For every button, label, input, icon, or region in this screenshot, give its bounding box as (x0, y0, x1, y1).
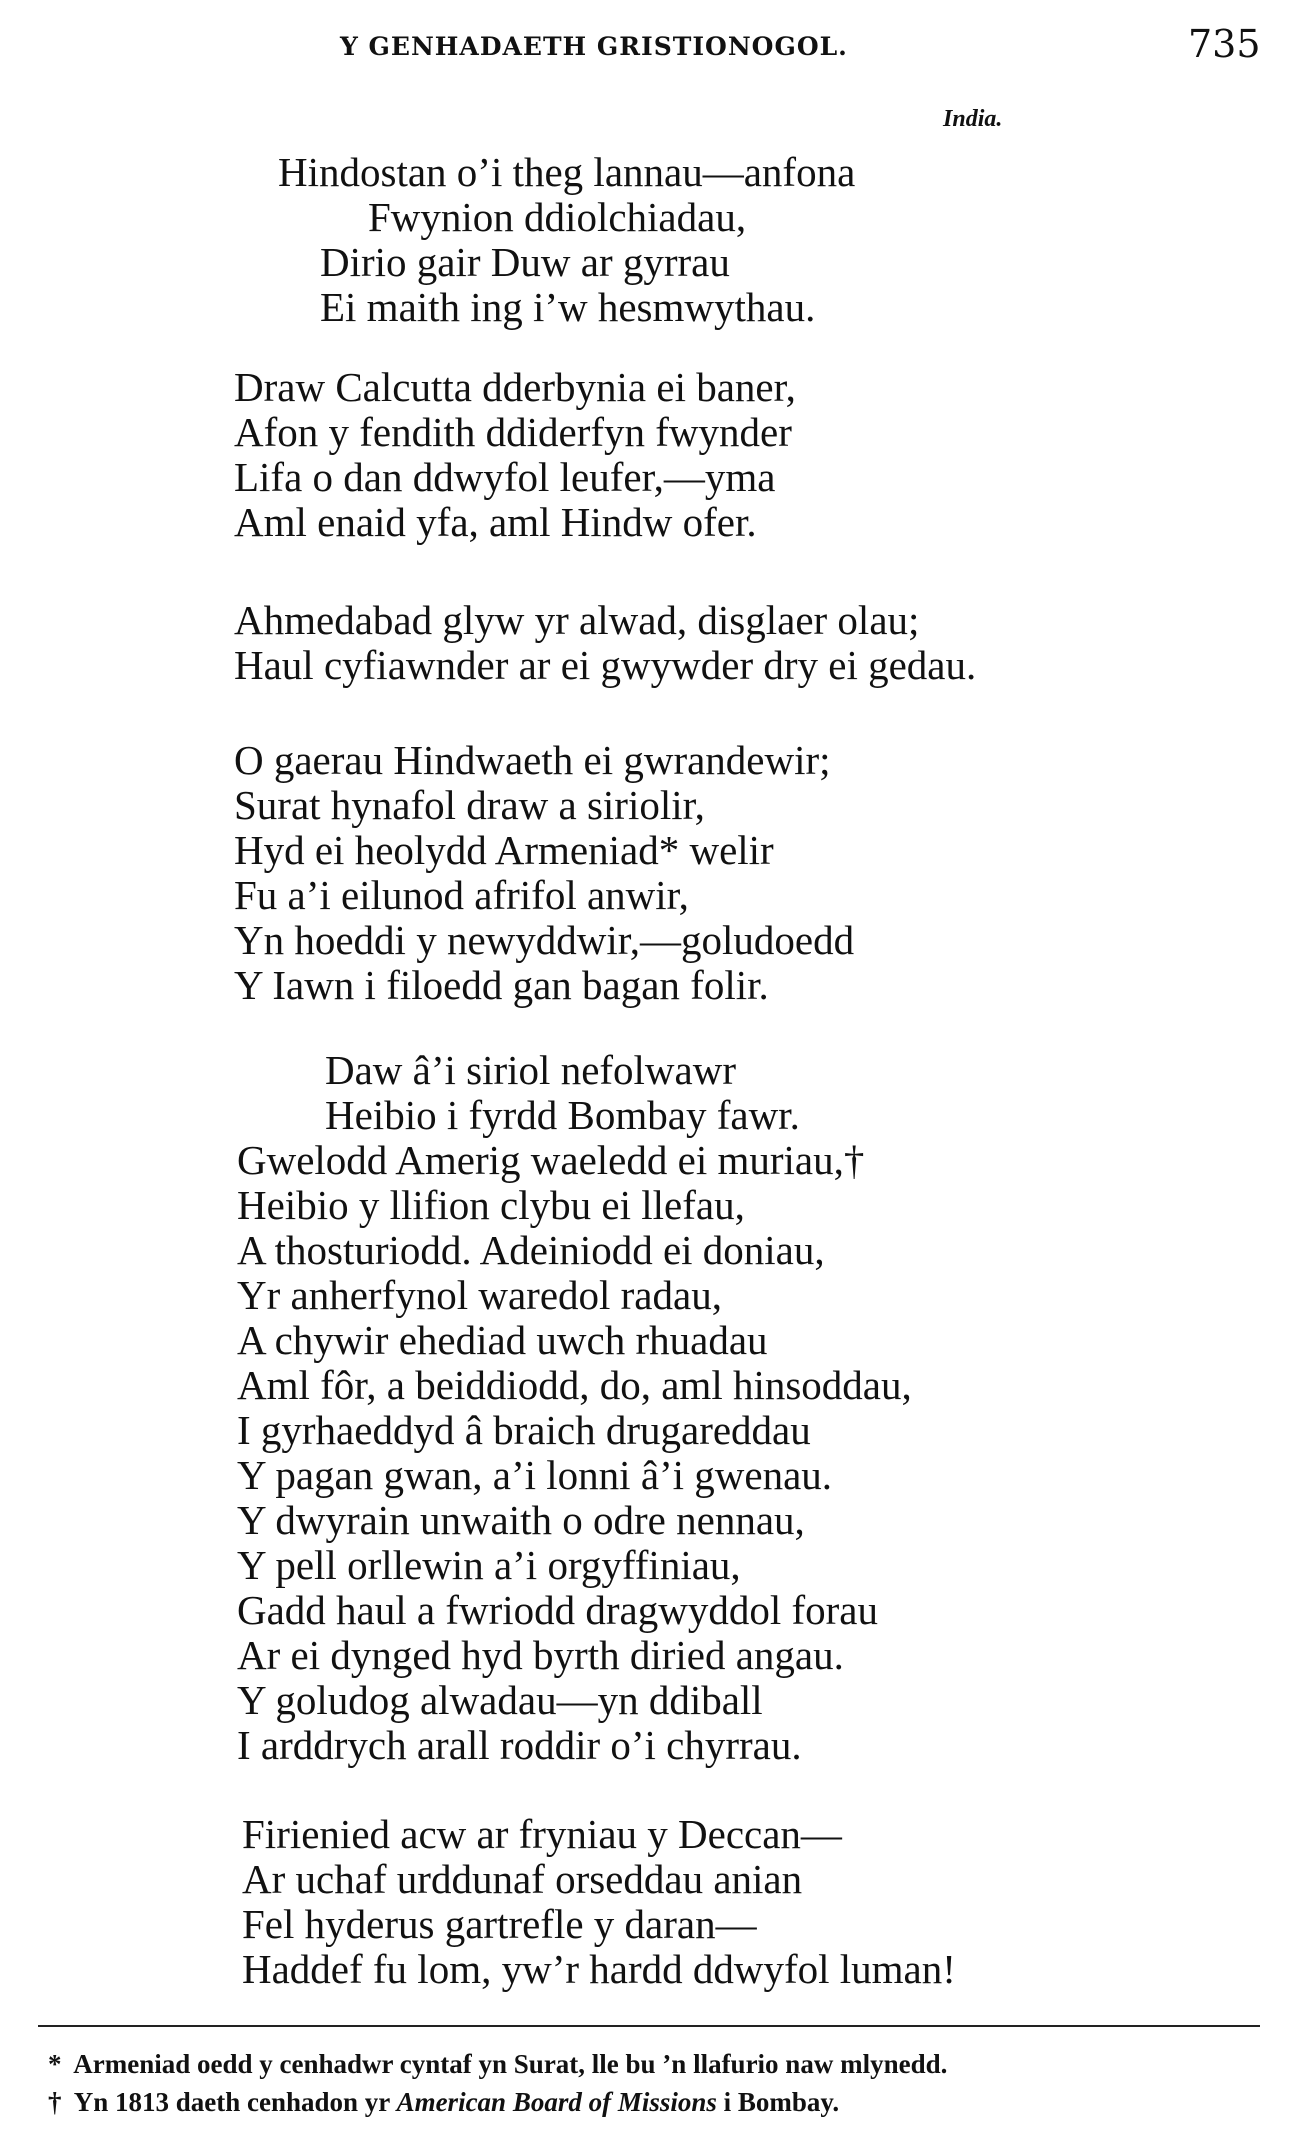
poem-line: I gyrhaeddyd â braich drugareddau (237, 1407, 811, 1453)
poem-line: Heibio y llifion clybu ei llefau, (237, 1182, 745, 1228)
poem-line: Haddef fu lom, yw’r hardd ddwyfol luman! (242, 1946, 956, 1992)
stanza (0, 1812, 1296, 1992)
poem-line: Lifa o dan ddwyfol leufer,—yma (234, 454, 776, 500)
poem-line: A thosturiodd. Adeiniodd ei doniau, (237, 1227, 825, 1273)
poem-line: Y dwyrain unwaith o odre nennau, (237, 1497, 805, 1543)
stanza (0, 598, 1296, 688)
poem-line: Yr anherfynol waredol radau, (237, 1272, 722, 1318)
footnote (48, 2083, 1268, 2121)
poem-line: Fwynion ddiolchiadau, (368, 194, 747, 240)
poem-line: O gaerau Hindwaeth ei gwrandewir; (234, 737, 831, 783)
poem-line: Y goludog alwadau—yn ddiball (237, 1677, 763, 1723)
poem-line: Daw â’i siriol nefolwawr (325, 1047, 737, 1093)
footnote-text: Armeniad oedd y cenhadwr cyntaf yn Surat, lle bu ’n llafurio naw mlynedd. (73, 2049, 948, 2079)
poem-line: Yn hoeddi y newyddwir,—goludoedd (234, 917, 855, 963)
poem-line: Ar uchaf urddunaf orseddau anian (242, 1856, 803, 1902)
footnote-rule (38, 2025, 1260, 2027)
poem-line: Ar ei dynged hyd byrth diried angau. (237, 1632, 844, 1678)
poem-line: Ei maith ing i’w hesmwythau. (320, 284, 816, 330)
section-label: India. (943, 106, 1003, 132)
poem-line: Afon y fendith ddiderfyn fwynder (234, 409, 792, 455)
poem-line: Surat hynafol draw a siriolir, (234, 782, 705, 828)
poem-line: Heibio i fyrdd Bombay fawr. (325, 1092, 800, 1138)
footnote-text: i Bombay. (723, 2087, 840, 2117)
poem-line: I arddrych arall roddir o’i chyrrau. (237, 1722, 802, 1768)
running-title: Y GENHADAETH GRISTIONOGOL. (340, 32, 848, 61)
running-head (0, 22, 1296, 72)
footnote-mark: * (48, 2049, 62, 2079)
poem-line: Ahmedabad glyw yr alwad, disglaer olau; (234, 597, 920, 643)
page-number: 735 (1188, 22, 1261, 66)
poem-line: Aml fôr, a beiddiodd, do, aml hinsoddau, (237, 1362, 912, 1408)
poem-line: Fu a’i eilunod afrifol anwir, (234, 872, 689, 918)
poem-line: Draw Calcutta dderbynia ei baner, (234, 364, 796, 410)
footnote-italic-text: American Board of Missions (396, 2087, 717, 2117)
footnote-mark: † (48, 2087, 62, 2117)
poem-line: Gadd haul a fwriodd dragwyddol forau (237, 1587, 879, 1633)
poem-line: Hindostan o’i theg lannau—anfona (278, 149, 856, 195)
poem-line: Y Iawn i filoedd gan bagan folir. (234, 962, 769, 1008)
footnotes (48, 2045, 1268, 2121)
poem-line: Firienied acw ar fryniau y Deccan— (242, 1811, 842, 1857)
poem-line: Fel hyderus gartrefle y daran— (242, 1901, 757, 1947)
stanza (0, 150, 1296, 330)
stanza (0, 738, 1296, 1008)
stanza (0, 365, 1296, 545)
poem-line: Hyd ei heolydd Armeniad* welir (234, 827, 774, 873)
poem-line: Dirio gair Duw ar gyrrau (320, 239, 730, 285)
poem-line: Y pell orllewin a’i orgyffiniau, (237, 1542, 741, 1588)
poem-line: Gwelodd Amerig waeledd ei muriau,† (237, 1137, 865, 1183)
poem-line: Haul cyfiawnder ar ei gwywder dry ei gedau. (234, 642, 977, 688)
footnote-text: Yn 1813 daeth cenhadon yr (73, 2087, 390, 2117)
poem-line: Y pagan gwan, a’i lonni â’i gwenau. (237, 1452, 833, 1498)
poem-line: A chywir ehediad uwch rhuadau (237, 1317, 768, 1363)
poem-line: Aml enaid yfa, aml Hindw ofer. (234, 499, 757, 545)
stanza (0, 1048, 1296, 1768)
footnote (48, 2045, 1268, 2083)
